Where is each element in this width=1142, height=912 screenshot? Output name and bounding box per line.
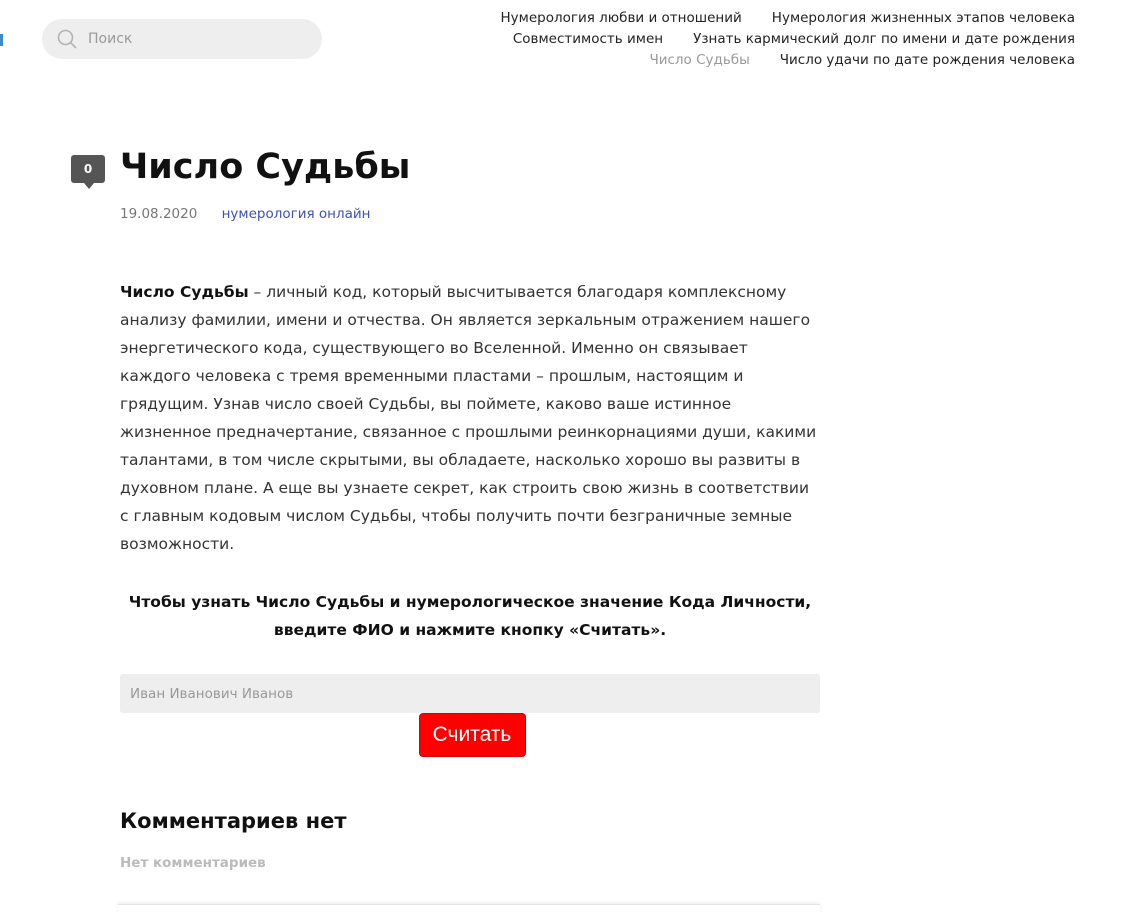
article bbox=[120, 140, 820, 871]
post-date: 19.08.2020 bbox=[120, 206, 198, 222]
cta-line-2: введите ФИО и нажмите кнопку «Считать». bbox=[273, 621, 667, 639]
page-title: Число Судьбы bbox=[120, 147, 411, 187]
nav-item-life-stages[interactable]: Нумерология жизненных этапов человека bbox=[771, 10, 1075, 26]
nav-item-destiny-number[interactable]: Число Судьбы bbox=[649, 52, 750, 68]
offscreen-element-edge bbox=[0, 34, 3, 46]
intro-paragraph bbox=[120, 278, 820, 558]
search-box[interactable] bbox=[42, 19, 322, 59]
nav-item-love-numerology[interactable]: Нумерология любви и отношений bbox=[500, 10, 742, 26]
top-navigation bbox=[375, 8, 1075, 71]
comment-form-box bbox=[118, 904, 820, 912]
fio-input[interactable] bbox=[120, 674, 820, 713]
category-link[interactable]: нумерология онлайн bbox=[221, 206, 371, 222]
intro-text: – личный код, который высчитывается благодаря комплексному анализу фамилии, имени и отчества. Он является зеркальным отражением нашего энергетического кода, существующего во Вселенной. Именно он связывает каждого человека с тремя временными пластами – прошлым, настоящим и грядущим. Узнав число своей Судьбы, вы поймете, каково ваше истинное жизненное предначертание, связанное с прошлыми реинкорнациями души, какими талантами, в том числе скрытыми, вы обладаете, насколько хорошо вы развиты в духовном плане. А еще вы узнаете секрет, как строить свою жизнь в соответствии с главным кодовым числом Судьбы, чтобы получить почти безграничные земные возможности. bbox=[120, 283, 817, 553]
comment-count-badge[interactable]: 0 bbox=[71, 155, 105, 183]
post-meta bbox=[120, 206, 820, 222]
nav-item-lucky-number[interactable]: Число удачи по дате рождения человека bbox=[779, 52, 1075, 68]
intro-bold-term: Число Судьбы bbox=[120, 283, 249, 301]
call-to-action bbox=[120, 588, 820, 644]
search-input[interactable] bbox=[88, 19, 308, 59]
search-icon[interactable] bbox=[57, 29, 77, 49]
comments-heading: Комментариев нет bbox=[120, 809, 347, 833]
nav-item-karmic-debt[interactable]: Узнать кармический долг по имени и дате рождения bbox=[693, 31, 1075, 47]
no-comments-text: Нет комментариев bbox=[120, 855, 266, 871]
cta-line-1: Чтобы узнать Число Судьбы и нумерологическое значение Кода Личности, bbox=[128, 593, 812, 611]
nav-item-name-compatibility[interactable]: Совместимость имен bbox=[512, 31, 664, 47]
calculate-button[interactable]: Считать bbox=[419, 713, 526, 757]
